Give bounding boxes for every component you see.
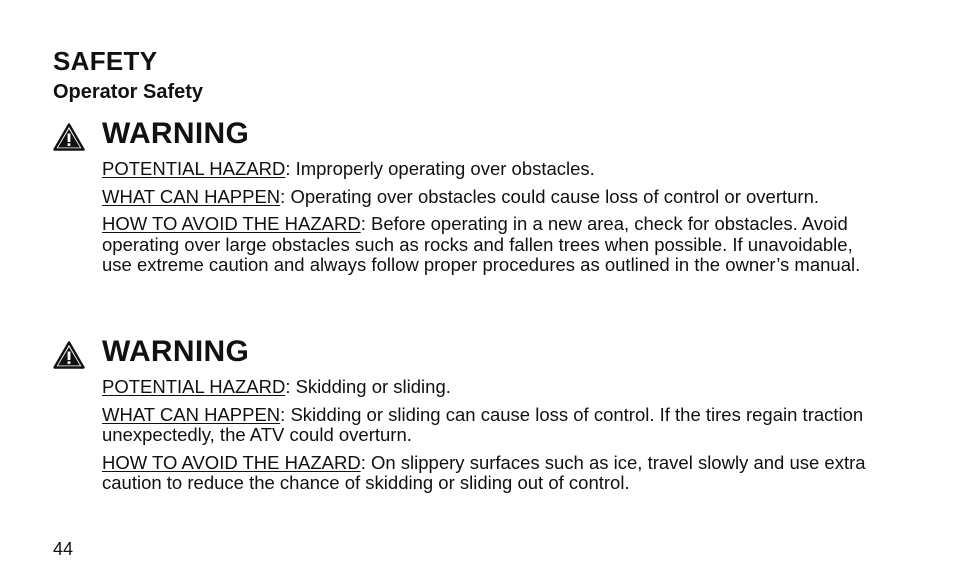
potential-hazard-label: POTENTIAL HAZARD bbox=[102, 376, 286, 397]
how-to-avoid-paragraph bbox=[102, 214, 882, 276]
warning-triangle-icon bbox=[53, 123, 85, 151]
subsection-title: Operator Safety bbox=[53, 81, 204, 103]
warning-title: WARNING bbox=[102, 117, 250, 150]
what-can-happen-paragraph bbox=[102, 187, 882, 208]
section-title: SAFETY bbox=[53, 46, 158, 76]
what-can-happen-text: : Operating over obstacles could cause loss of control or overturn. bbox=[280, 185, 820, 207]
potential-hazard-text: : Skidding or sliding. bbox=[285, 376, 451, 397]
warning-block-skidding bbox=[53, 332, 883, 501]
how-to-avoid-label: HOW TO AVOID THE HAZARD bbox=[102, 213, 361, 234]
warning-triangle-icon bbox=[53, 341, 85, 369]
potential-hazard-text: : Improperly operating over obstacles. bbox=[285, 158, 595, 179]
what-can-happen-label: WHAT CAN HAPPEN bbox=[102, 403, 281, 425]
warning-block-obstacles bbox=[53, 114, 883, 283]
how-to-avoid-label: HOW TO AVOID THE HAZARD bbox=[102, 451, 361, 473]
how-to-avoid-text: : On slippery surfaces such as ice, travel slowly and use extra caution to reduce the chance of skidding or sliding out of control. bbox=[102, 451, 866, 493]
page-number: 44 bbox=[53, 539, 74, 559]
potential-hazard-paragraph bbox=[102, 159, 882, 180]
warning-title: WARNING bbox=[102, 335, 250, 368]
what-can-happen-paragraph bbox=[102, 405, 882, 446]
how-to-avoid-text: : Before operating in a new area, check for obstacles. Avoid operating over large obstacles such as rocks and fallen trees when possible. If unavoidable, use extreme caution and always follow proper procedures as outlined in the owner’s manual. bbox=[102, 213, 861, 275]
warning-header bbox=[53, 332, 883, 372]
what-can-happen-label: WHAT CAN HAPPEN bbox=[102, 185, 281, 207]
what-can-happen-text: : Skidding or sliding can cause loss of control. If the tires regain traction unexpectedly, the ATV could overturn. bbox=[102, 403, 864, 445]
how-to-avoid-paragraph bbox=[102, 453, 882, 494]
potential-hazard-paragraph bbox=[102, 377, 882, 398]
potential-hazard-label: POTENTIAL HAZARD bbox=[102, 158, 286, 179]
warning-header bbox=[53, 114, 883, 154]
